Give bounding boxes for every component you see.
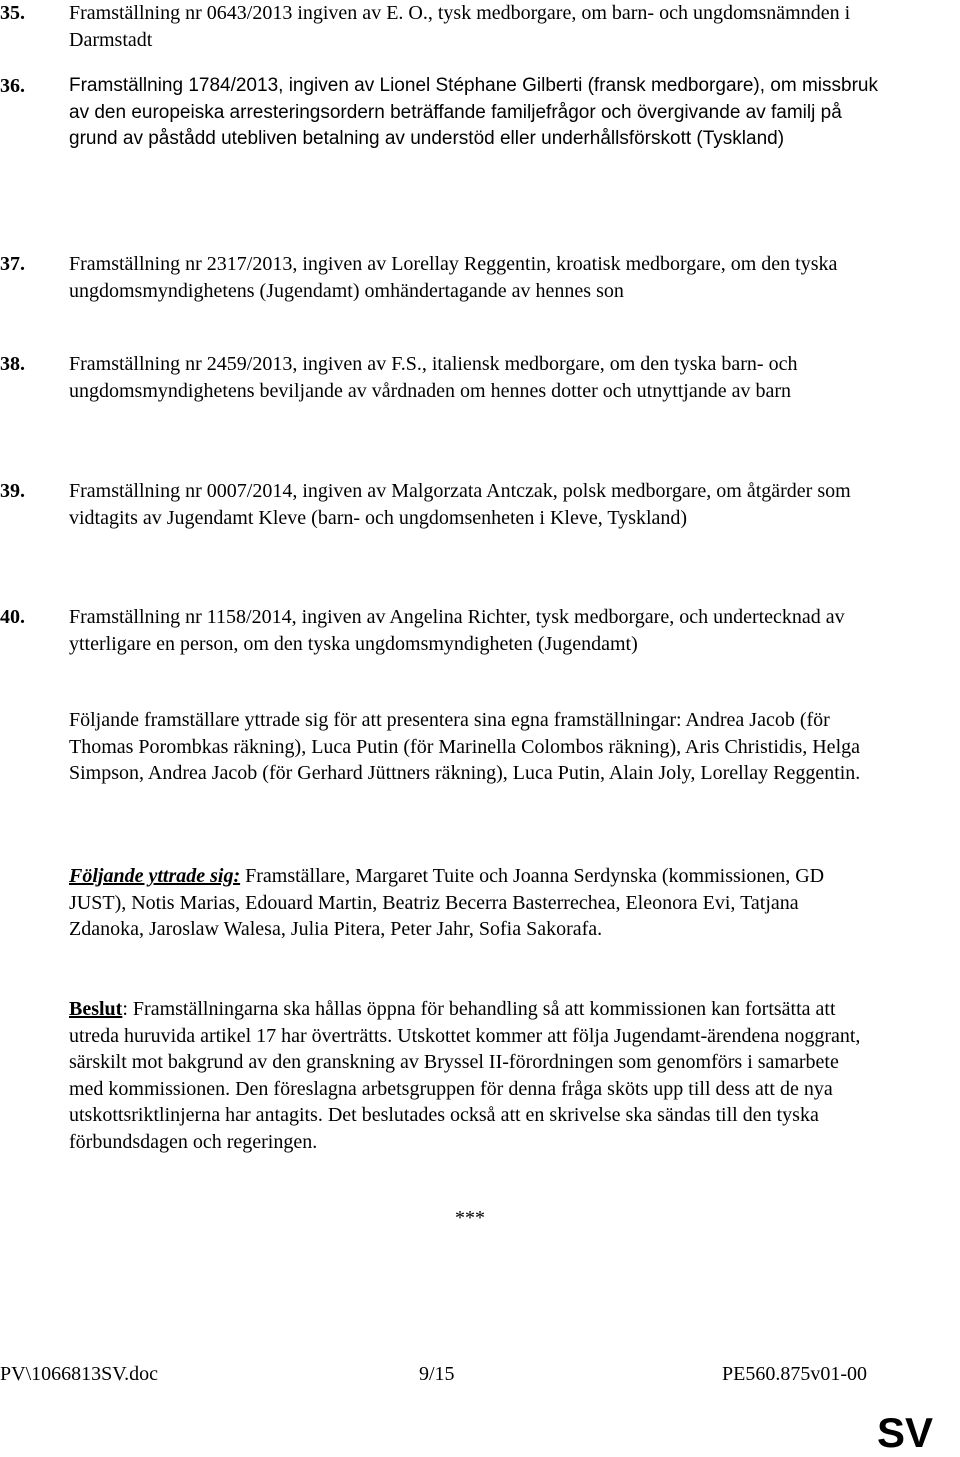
decision-paragraph: [69, 996, 869, 1155]
item-number: 40.: [0, 606, 25, 628]
speakers-paragraph: [69, 863, 869, 943]
decision-label: Beslut: [69, 998, 123, 1020]
speakers-text: Framställare, Margaret Tuite och Joanna Serdynska (kommissionen, GD JUST), Notis Marias, Edouard Martin, Beatriz Becerra Basterrechea, Eleonora Evi, Tatjana Zdanoka, Jaroslaw Walesa, Julia Pitera, Peter Jahr, Sofia Sakorafa.: [69, 865, 825, 940]
item-number: 35.: [0, 2, 25, 24]
decision-text: Framställningarna ska hållas öppna för behandling så att kommissionen kan fortsätta att utreda huruvida artikel 17 har överträtts. Utskottet kommer att följa Jugendamt-ärendena noggrant, särskilt mot bakgrund av den granskning av Bryssel II-förordningen som genomförs i samarbete med kommissionen. Den föreslagna arbetsgruppen för denna fråga sköts upp till dess att de nya utskottsriktlinjerna har antagits. Det beslutades också att en skrivelse ska sändas till den tyska förbundsdagen och regeringen.: [69, 998, 861, 1153]
decision-colon: :: [122, 998, 128, 1020]
item-text: Framställning nr 0643/2013 ingiven av E. O., tysk medborgare, om barn- och ungdomsnämnden i Darmstadt: [69, 2, 851, 51]
footer-pe-ref: PE560.875v01-00: [722, 1363, 867, 1385]
item-number: 38.: [0, 353, 25, 375]
item-text: Framställning nr 1158/2014, ingiven av Angelina Richter, tysk medborgare, och undertecknad av ytterligare en person, om den tyska ungdomsmyndigheten (Jugendamt): [69, 606, 845, 655]
section-separator: ***: [455, 1207, 485, 1229]
language-code: SV: [876, 1409, 933, 1456]
item-number: 39.: [0, 480, 25, 502]
footer-page-number: 9/15: [419, 1363, 455, 1385]
speakers-label: Följande yttrade sig:: [69, 865, 241, 887]
item-text: Framställning 1784/2013, ingiven av Lionel Stéphane Gilberti (fransk medborgare), om missbruk av den europeiska arresteringsordern beträffande familjefrågor och övergivande av familj på grund av påstådd utebliven betalning av understöd eller underhållsförskott (Tyskland): [69, 75, 878, 149]
item-text: Framställning nr 2459/2013, ingiven av F.S., italiensk medborgare, om den tyska barn- och ungdomsmyndighetens beviljande av vårdnaden om hennes dotter och utnyttjande av barn: [69, 353, 798, 402]
footer-doc-ref: PV\1066813SV.doc: [0, 1363, 158, 1385]
item-text: Framställning nr 0007/2014, ingiven av Malgorzata Antczak, polsk medborgare, om åtgärder som vidtagits av Jugendamt Kleve (barn- och ungdomsenheten i Kleve, Tyskland): [69, 480, 851, 529]
petitioners-paragraph: Följande framställare yttrade sig för att presentera sina egna framställningar: Andrea Jacob (för Thomas Porombkas räkning), Luca Putin (för Marinella Colombos räkning), Aris Christidis, Helga Simpson, Andrea Jacob (för Gerhard Jüttners räkning), Luca Putin, Alain Joly, Lorellay Reggentin.: [69, 709, 861, 784]
item-number: 36.: [0, 75, 25, 97]
item-number: 37.: [0, 253, 25, 275]
item-text: Framställning nr 2317/2013, ingiven av Lorellay Reggentin, kroatisk medborgare, om den tyska ungdomsmyndighetens (Jugendamt) omhändertagande av hennes son: [69, 253, 838, 302]
